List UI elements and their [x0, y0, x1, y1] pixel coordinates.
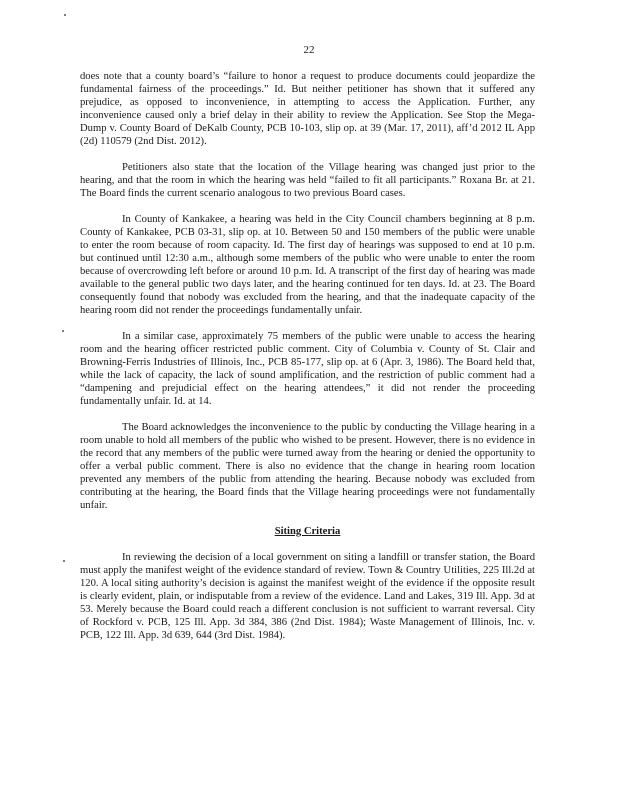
- paragraph-city-of-columbia: In a similar case, approximately 75 members of the public were unable to access the hearing room and the hearing officer restricted public comment. City of Columbia v. County of St. Clair and Browning-Ferris Industries of Illinois, Inc., PCB 85-177, slip op. at 6 (Apr. 3, 1986). The Board held that, while the lack of capacity, the lack of sound amplification, and the restriction of public comment had a “dampening and prejudicial effect on the hearing attendees,” it did not render the proceeding fundamentally unfair. Id. at 14.: [80, 331, 535, 407]
- paragraph-hearing-location: Petitioners also state that the location of the Village hearing was changed just prior to the hearing, and that the room in which the hearing was held “failed to fit all participants.” Roxana Br. at 21. The Board finds the current scenario analogous to two previous Board cases.: [80, 162, 535, 199]
- section-heading-siting-criteria: Siting Criteria: [274, 526, 341, 537]
- page-number: 22: [303, 44, 315, 56]
- paragraph-continuation: does note that a county board’s “failure to honor a request to produce documents could jeopardize the fundamental fairness of the proceedings.” Id. But neither petitioner has shown that it suffered any prejudice, as opposed to inconvenience, in attempting to access the Application. Further, any inconvenience caused only a brief delay in their ability to review the Application. See Stop the Mega-Dump v. County Board of DeKalb County, PCB 10-103, slip op. at 39 (Mar. 17, 2011), aff’d 2012 IL App (2d) 110579 (2nd Dist. 2012).: [80, 71, 535, 147]
- document-body: [80, 70, 535, 655]
- paragraph-board-acknowledges: The Board acknowledges the inconvenience to the public by conducting the Village hearing in a room unable to hold all members of the public who wished to be present. However, there is no evidence in the record that any members of the public were turned away from the hearing or denied the opportunity to offer a verbal public comment. There is also no evidence that the change in hearing room location prevented any members of the public from attending the hearing. Because nobody was excluded from contributing at the hearing, the Board finds that the Village hearing proceedings were not fundamentally unfair.: [80, 422, 535, 511]
- paragraph-county-of-kankakee: In County of Kankakee, a hearing was held in the City Council chambers beginning at 8 p.m. County of Kankakee, PCB 03-31, slip op. at 10. Between 50 and 150 members of the public were unable to enter the room because of room capacity. Id. The first day of hearings was supposed to end at 10 p.m. but continued until 12:30 a.m., although some members of the public who were unable to enter the room because of overcrowding left before or around 10 p.m. Id. A transcript of the first day of hearing was made available to the general public two days later, and the hearing continued for ten days. Id. at 23. The Board consequently found that nobody was excluded from the hearing, and that the inadequate capacity of the hearing room did not render the proceedings fundamentally unfair.: [80, 214, 535, 316]
- paragraph-siting-criteria: In reviewing the decision of a local government on siting a landfill or transfer station, the Board must apply the manifest weight of the evidence standard of review. Town & Country Utilities, 225 Ill.2d at 120. A local siting authority’s decision is against the manifest weight of the evidence if the opposite result is clearly evident, plain, or indisputable from a review of the evidence. Land and Lakes, 319 Ill. App. 3d at 53. Merely because the Board could reach a different conclusion is not sufficient to warrant reversal. City of Rockford v. PCB, 125 Ill. App. 3d 384, 386 (2nd Dist. 1984); Waste Management of Illinois, Inc. v. PCB, 122 Ill. App. 3d 639, 644 (3rd Dist. 1984).: [80, 552, 535, 641]
- scan-speck: [63, 560, 65, 562]
- scan-speck: [62, 330, 64, 332]
- scan-speck: [64, 14, 66, 16]
